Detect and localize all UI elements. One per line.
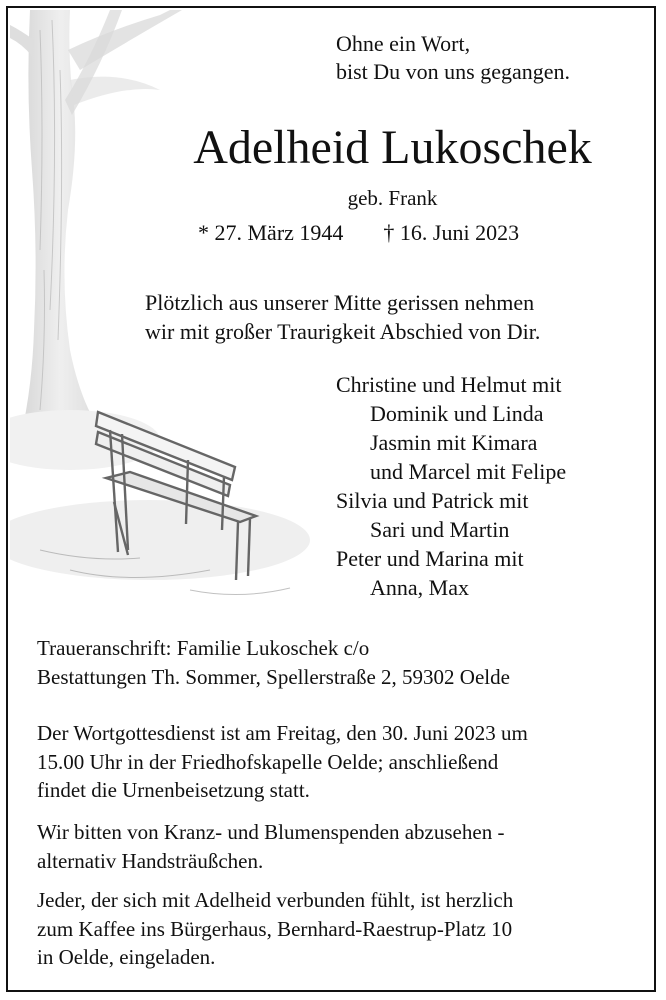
- died-date: [383, 220, 519, 246]
- service-info: [37, 719, 528, 805]
- intro-line: Plötzlich aus unserer Mitte gerissen nehmen: [145, 290, 535, 315]
- died-value: 16. Juni 2023: [399, 220, 520, 245]
- invitation-line: zum Kaffee ins Bürgerhaus, Bernhard-Raestrup-Platz 10: [37, 916, 513, 941]
- address-line: Traueranschrift: Familie Lukoschek c/o: [37, 636, 370, 660]
- born-date: [198, 220, 343, 246]
- invitation-line: Jeder, der sich mit Adelheid verbunden fühlt, ist herzlich: [37, 888, 514, 912]
- deceased-name: Adelheid Lukoschek: [193, 121, 592, 174]
- family-line: Christine und Helmut mit: [336, 372, 562, 397]
- flowers-line: alternativ Handsträußchen.: [37, 848, 264, 873]
- address-line: Bestattungen Th. Sommer, Spellerstraße 2, 59302 Oelde: [37, 664, 510, 689]
- family-line: Dominik und Linda: [370, 401, 544, 426]
- family-line: Silvia und Patrick mit: [336, 488, 529, 513]
- star-icon: *: [198, 220, 209, 245]
- family-line: und Marcel mit Felipe: [370, 459, 567, 484]
- family-line: Sari und Martin: [370, 517, 510, 542]
- motto-line: Ohne ein Wort,: [336, 31, 471, 56]
- motto: [336, 30, 570, 86]
- mourning-address: [37, 634, 510, 691]
- intro-line: wir mit großer Traurigkeit Abschied von Dir.: [145, 319, 541, 344]
- family-line: Peter und Marina mit: [336, 546, 524, 571]
- flowers-note: [37, 818, 504, 875]
- motto-line: bist Du von uns gegangen.: [336, 59, 571, 84]
- family-list: [336, 370, 566, 602]
- life-dates: [198, 220, 519, 246]
- service-line: findet die Urnenbeisetzung statt.: [37, 778, 310, 802]
- service-line: 15.00 Uhr in der Friedhofskapelle Oelde; anschließend: [37, 749, 499, 774]
- invitation-line: in Oelde, eingeladen.: [37, 945, 216, 969]
- family-line: Jasmin mit Kimara: [370, 430, 538, 455]
- service-line: Der Wortgottesdienst ist am Freitag, den 30. Juni 2023 um: [37, 721, 528, 745]
- family-line: Anna, Max: [370, 575, 469, 600]
- born-value: 27. März 1944: [214, 220, 344, 245]
- cross-icon: †: [383, 220, 395, 245]
- flowers-line: Wir bitten von Kranz- und Blumenspenden abzusehen -: [37, 820, 505, 844]
- birth-name: geb. Frank: [347, 186, 438, 210]
- intro-text: [145, 288, 540, 346]
- invitation-text: [37, 886, 513, 972]
